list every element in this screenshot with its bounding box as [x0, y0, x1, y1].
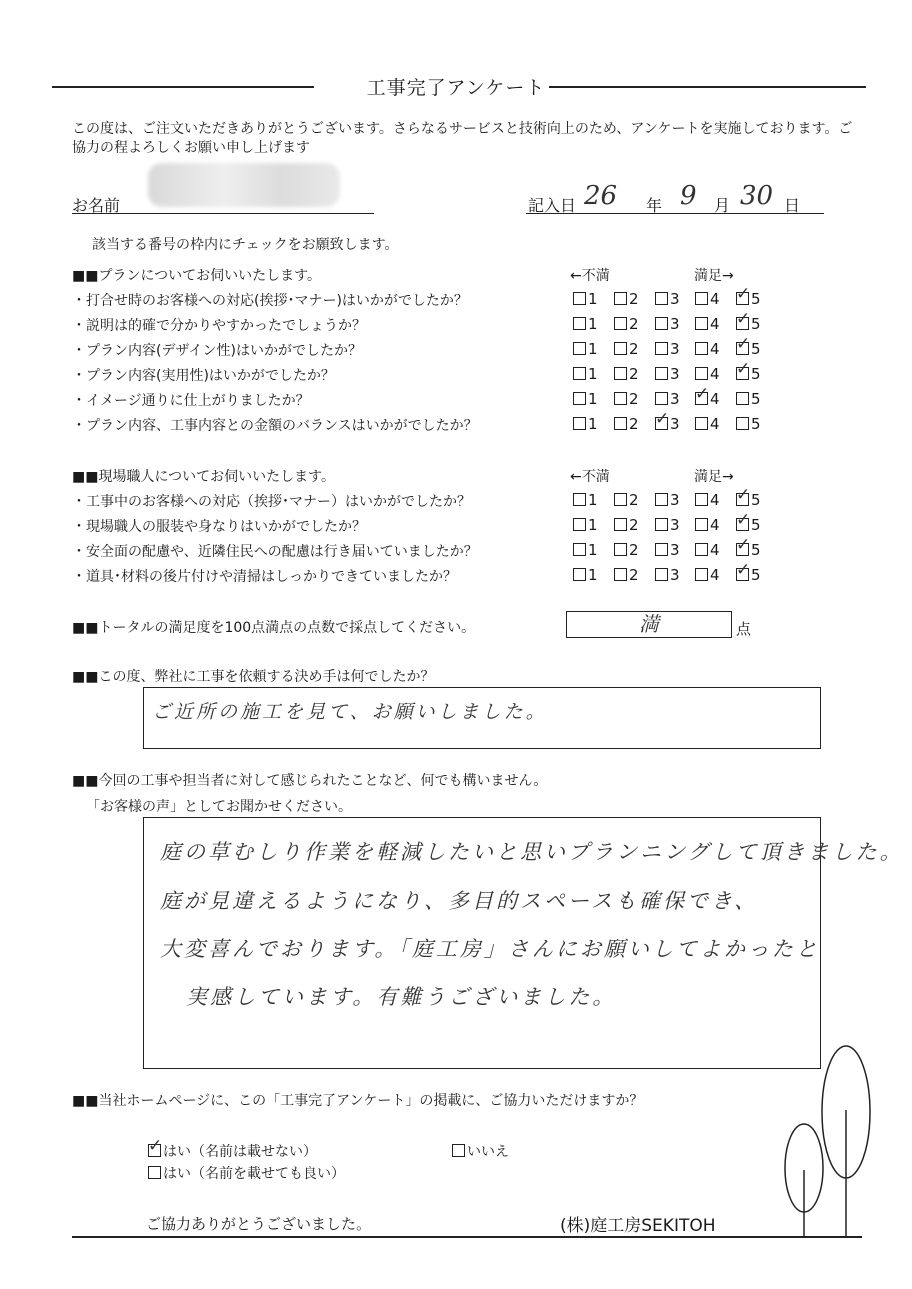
- rating-checkbox[interactable]: [655, 342, 668, 355]
- rating-checkbox[interactable]: [695, 417, 708, 430]
- section-plan-heading: ■■プランについてお伺いいたします。: [72, 268, 322, 284]
- rating-label: 2: [629, 415, 639, 433]
- checkmark-icon: ✓: [736, 510, 751, 530]
- checkmark-icon: ✓: [736, 560, 751, 580]
- rating-option-4[interactable]: [695, 384, 720, 408]
- rating-label: 2: [629, 566, 639, 584]
- rating-checkbox[interactable]: [614, 568, 627, 581]
- rating-option-4[interactable]: [695, 340, 720, 358]
- name-underline: [72, 213, 374, 214]
- rating-checkbox[interactable]: [573, 317, 586, 330]
- rating-checkbox[interactable]: [655, 367, 668, 380]
- rating-label: 4: [710, 491, 720, 509]
- publish-question: ■■当社ホームページに、この「工事完了アンケート」の掲載に、ご協力いただけますか？: [72, 1093, 644, 1109]
- rating-checkbox[interactable]: [736, 359, 751, 380]
- staff-question-text: ・安全面の配慮や、近隣住民への配慮は行き届いていましたか？: [72, 544, 478, 560]
- rating-label: 2: [629, 315, 639, 333]
- voice-line-4: 実感しています。有難うございました。: [186, 985, 617, 1009]
- staff-question-text: ・工事中のお客様への対応（挨拶･マナー）はいかがでしたか？: [72, 494, 471, 510]
- rating-label: 5: [751, 491, 761, 509]
- rating-option-1[interactable]: [573, 415, 598, 433]
- rating-checkbox[interactable]: [614, 518, 627, 531]
- rating-option-1[interactable]: [573, 315, 598, 333]
- date-month-unit: 月: [714, 196, 731, 215]
- publish-option-with-name-label: はい（名前を載せても良い）: [163, 1166, 345, 1182]
- rating-checkbox[interactable]: [655, 392, 668, 405]
- rating-option-1[interactable]: [573, 541, 598, 559]
- scale-low-label-2: ←不満: [570, 469, 610, 485]
- thanks-text: ご協力ありがとうございました。: [146, 1215, 372, 1233]
- rating-option-4[interactable]: [695, 415, 720, 433]
- rating-option-5[interactable]: [736, 284, 761, 308]
- publish-option-no-name-label: はい（名前は載せない）: [163, 1144, 317, 1160]
- rating-label: 5: [751, 566, 761, 584]
- publish-option-no[interactable]: [452, 1141, 509, 1161]
- rating-option-5[interactable]: [736, 334, 761, 358]
- rating-label: 2: [629, 516, 639, 534]
- rating-option-2[interactable]: [614, 566, 639, 584]
- rating-checkbox[interactable]: [695, 292, 708, 305]
- rating-checkbox[interactable]: [614, 417, 627, 430]
- rating-checkbox[interactable]: [573, 518, 586, 531]
- plan-question-row: [72, 284, 772, 312]
- rating-checkbox[interactable]: [573, 417, 586, 430]
- plan-question-row: [72, 409, 772, 437]
- publish-option-with-name[interactable]: [148, 1163, 345, 1183]
- rating-label: 3: [670, 365, 680, 383]
- rating-label: 3: [670, 390, 680, 408]
- rating-checkbox[interactable]: [736, 392, 749, 405]
- staff-question-row: [72, 560, 772, 588]
- rating-label: 3: [670, 516, 680, 534]
- rating-option-5[interactable]: [736, 560, 761, 584]
- total-score-unit: 点: [736, 620, 752, 638]
- rating-option-4[interactable]: [695, 365, 720, 383]
- total-score-question: ■■トータルの満足度を100点満点の点数で採点してください。: [72, 620, 476, 636]
- plan-question-text: ・打合せ時のお客様への対応(挨拶･マナー)はいかがでしたか？: [72, 293, 468, 309]
- rating-label: 1: [588, 365, 598, 383]
- rating-label: 1: [588, 390, 598, 408]
- checkmark-icon: ✓: [736, 485, 751, 505]
- intro-text: この度は、ご注文いただきありがとうございます。さらなるサービスと技術向上のため、アンケートを実施しております。ご協力の程よろしくお願い申し上げます: [72, 121, 853, 156]
- checkmark-icon: ✓: [655, 409, 670, 429]
- voice-question-line1: ■■今回の工事や担当者に対して感じられたことなど、何でも構いません。: [72, 773, 548, 789]
- rating-checkbox[interactable]: [736, 560, 751, 581]
- rating-label: 1: [588, 541, 598, 559]
- rating-checkbox[interactable]: [573, 367, 586, 380]
- rating-checkbox[interactable]: [573, 292, 586, 305]
- plan-question-row: [72, 309, 772, 337]
- rating-label: 4: [710, 516, 720, 534]
- checkmark-icon: ✓: [695, 384, 710, 404]
- survey-title: 工事完了アンケート: [0, 73, 912, 100]
- rating-checkbox[interactable]: [695, 543, 708, 556]
- rating-checkbox[interactable]: [695, 493, 708, 506]
- plan-question-text: ・プラン内容(実用性)はいかがでしたか？: [72, 368, 335, 384]
- publish-option-no-label: いいえ: [467, 1144, 509, 1160]
- rating-option-1[interactable]: [573, 491, 598, 509]
- plan-question-row: [72, 334, 772, 362]
- instruction-text: 該当する番号の枠内にチェックをお願致します。: [92, 237, 399, 253]
- rating-label: 2: [629, 390, 639, 408]
- rating-label: 1: [588, 566, 598, 584]
- rating-option-3[interactable]: [655, 516, 680, 534]
- rating-label: 4: [710, 566, 720, 584]
- scale-high-label-2: 満足→: [694, 469, 734, 485]
- scale-high-label: 満足→: [694, 268, 734, 284]
- rating-option-2[interactable]: [614, 340, 639, 358]
- rating-checkbox[interactable]: [695, 518, 708, 531]
- rating-checkbox[interactable]: [573, 392, 586, 405]
- rating-label: 3: [670, 415, 680, 433]
- rating-option-5[interactable]: [736, 359, 761, 383]
- rating-checkbox[interactable]: [736, 284, 751, 305]
- rating-option-3[interactable]: [655, 315, 680, 333]
- date-day-value: 30: [740, 181, 774, 211]
- rating-label: 2: [629, 290, 639, 308]
- rating-label: 2: [629, 340, 639, 358]
- rating-option-3[interactable]: [655, 290, 680, 308]
- rating-option-3[interactable]: [655, 409, 680, 433]
- rating-label: 4: [710, 541, 720, 559]
- rating-label: 2: [629, 541, 639, 559]
- date-underline: [526, 213, 824, 214]
- checkbox-publish-no-name[interactable]: [148, 1136, 163, 1157]
- rating-label: 4: [710, 315, 720, 333]
- rating-checkbox[interactable]: [736, 334, 751, 355]
- rating-label: 5: [751, 516, 761, 534]
- redacted-name: [148, 163, 340, 207]
- rating-option-2[interactable]: [614, 415, 639, 433]
- date-year-value: 26: [584, 181, 618, 211]
- checkmark-icon: ✓: [148, 1136, 163, 1156]
- rating-option-1[interactable]: [573, 516, 598, 534]
- rating-checkbox[interactable]: [655, 317, 668, 330]
- voice-line-1: 庭の草むしり作業を軽減したいと思いプランニングして頂きました。: [160, 840, 904, 864]
- rating-option-1[interactable]: [573, 290, 598, 308]
- rating-option-5[interactable]: [736, 510, 761, 534]
- rating-option-5[interactable]: [736, 309, 761, 333]
- rating-option-2[interactable]: [614, 390, 639, 408]
- rating-option-4[interactable]: [695, 566, 720, 584]
- rating-option-2[interactable]: [614, 516, 639, 534]
- name-label: お名前: [72, 196, 121, 215]
- plan-question-text: ・プラン内容(デザイン性)はいかがでしたか？: [72, 343, 362, 359]
- rating-option-3[interactable]: [655, 541, 680, 559]
- rating-checkbox[interactable]: [573, 342, 586, 355]
- rating-checkbox[interactable]: [695, 367, 708, 380]
- publish-option-no-name[interactable]: [148, 1136, 317, 1161]
- rating-checkbox[interactable]: [736, 485, 751, 506]
- rating-label: 4: [710, 290, 720, 308]
- rating-checkbox[interactable]: [655, 409, 670, 430]
- rating-option-4[interactable]: [695, 315, 720, 333]
- rating-label: 1: [588, 315, 598, 333]
- rating-option-1[interactable]: [573, 390, 598, 408]
- plan-question-row: [72, 359, 772, 387]
- date-day-unit: 日: [784, 196, 801, 215]
- rating-checkbox[interactable]: [614, 342, 627, 355]
- rating-option-4[interactable]: [695, 541, 720, 559]
- rating-checkbox[interactable]: [695, 568, 708, 581]
- rating-option-2[interactable]: [614, 491, 639, 509]
- rating-label: 5: [751, 365, 761, 383]
- rating-checkbox[interactable]: [695, 384, 710, 405]
- rating-option-5[interactable]: [736, 535, 761, 559]
- rating-option-2[interactable]: [614, 315, 639, 333]
- rating-label: 1: [588, 290, 598, 308]
- rating-label: 3: [670, 315, 680, 333]
- rating-checkbox[interactable]: [655, 543, 668, 556]
- rating-option-4[interactable]: [695, 290, 720, 308]
- rating-option-1[interactable]: [573, 365, 598, 383]
- plan-question-text: ・イメージ通りに仕上がりましたか？: [72, 393, 310, 409]
- rating-option-3[interactable]: [655, 566, 680, 584]
- rating-checkbox[interactable]: [614, 392, 627, 405]
- rating-checkbox[interactable]: [655, 493, 668, 506]
- rating-label: 1: [588, 415, 598, 433]
- rating-checkbox[interactable]: [614, 292, 627, 305]
- rating-option-4[interactable]: [695, 491, 720, 509]
- rating-option-5[interactable]: [736, 485, 761, 509]
- rating-label: 4: [710, 340, 720, 358]
- rating-label: 3: [670, 566, 680, 584]
- voice-question-line2: 「お客様の声」としてお聞かせください。: [86, 799, 352, 815]
- date-month-value: 9: [680, 181, 697, 211]
- staff-question-text: ・道具･材料の後片付けや清掃はしっかりできていましたか？: [72, 569, 457, 585]
- rating-option-4[interactable]: [695, 516, 720, 534]
- checkmark-icon: ✓: [736, 359, 751, 379]
- total-score-box[interactable]: [566, 611, 732, 638]
- rating-checkbox[interactable]: [573, 493, 586, 506]
- rating-label: 5: [751, 541, 761, 559]
- rating-option-3[interactable]: [655, 390, 680, 408]
- rating-label: 2: [629, 491, 639, 509]
- rating-label: 5: [751, 315, 761, 333]
- rating-label: 1: [588, 516, 598, 534]
- rating-label: 3: [670, 541, 680, 559]
- rating-label: 5: [751, 390, 761, 408]
- rating-checkbox[interactable]: [736, 417, 749, 430]
- rating-option-2[interactable]: [614, 365, 639, 383]
- staff-question-text: ・現場職人の服装や身なりはいかがでしたか？: [72, 519, 366, 535]
- plan-question-text: ・プラン内容、工事内容との金額のバランスはいかがでしたか？: [72, 418, 478, 434]
- rating-checkbox[interactable]: [614, 543, 627, 556]
- rating-option-3[interactable]: [655, 340, 680, 358]
- rating-checkbox[interactable]: [573, 543, 586, 556]
- rating-checkbox[interactable]: [573, 568, 586, 581]
- checkmark-icon: ✓: [736, 309, 751, 329]
- tree-logo-icon: [776, 1040, 872, 1240]
- rating-checkbox[interactable]: [614, 367, 627, 380]
- rating-option-1[interactable]: [573, 340, 598, 358]
- section-staff-heading: ■■現場職人についてお伺いいたします。: [72, 469, 336, 485]
- rating-option-3[interactable]: [655, 491, 680, 509]
- rating-label: 1: [588, 340, 598, 358]
- total-score-value: 満: [639, 612, 659, 636]
- staff-question-row: [72, 485, 772, 513]
- scale-low-label: ←不満: [570, 268, 610, 284]
- bottom-rule: [72, 1236, 862, 1238]
- staff-question-row: [72, 510, 772, 538]
- voice-line-3: 大変喜んでおります。「庭工房」さんにお願いしてよかったと: [160, 937, 820, 961]
- checkmark-icon: ✓: [736, 334, 751, 354]
- rating-checkbox[interactable]: [736, 309, 751, 330]
- rating-label: 2: [629, 365, 639, 383]
- checkbox-publish-no[interactable]: [452, 1144, 465, 1157]
- rating-checkbox[interactable]: [736, 535, 751, 556]
- reason-question: ■■この度、弊社に工事を依頼する決め手は何でしたか？: [72, 669, 435, 685]
- rating-label: 4: [710, 390, 720, 408]
- plan-question-text: ・説明は的確で分かりやすかったでしょうか？: [72, 318, 366, 334]
- checkmark-icon: ✓: [736, 284, 751, 304]
- rating-label: 5: [751, 340, 761, 358]
- rating-label: 4: [710, 365, 720, 383]
- rating-option-2[interactable]: [614, 290, 639, 308]
- rating-checkbox[interactable]: [695, 342, 708, 355]
- reason-answer-text: ご近所の施工を見て、お願いしました。: [152, 701, 548, 723]
- rating-checkbox[interactable]: [736, 510, 751, 531]
- staff-question-row: [72, 535, 772, 563]
- rating-option-5[interactable]: [736, 390, 761, 408]
- rating-option-1[interactable]: [573, 566, 598, 584]
- rating-checkbox[interactable]: [655, 292, 668, 305]
- voice-line-2: 庭が見違えるようになり、多目的スペースも確保でき、: [160, 889, 759, 913]
- rating-label: 1: [588, 491, 598, 509]
- rating-option-3[interactable]: [655, 365, 680, 383]
- rating-option-5[interactable]: [736, 415, 761, 433]
- rating-label: 5: [751, 290, 761, 308]
- rating-label: 5: [751, 415, 761, 433]
- rating-label: 3: [670, 340, 680, 358]
- rating-option-2[interactable]: [614, 541, 639, 559]
- rating-label: 3: [670, 491, 680, 509]
- rating-checkbox[interactable]: [614, 317, 627, 330]
- checkmark-icon: ✓: [736, 535, 751, 555]
- rating-checkbox[interactable]: [655, 568, 668, 581]
- rating-checkbox[interactable]: [655, 518, 668, 531]
- checkbox-publish-with-name[interactable]: [148, 1166, 161, 1179]
- rating-label: 3: [670, 290, 680, 308]
- company-name: (株)庭工房SEKITOH: [560, 1216, 716, 1236]
- date-label: 記入日: [528, 196, 577, 215]
- rating-checkbox[interactable]: [695, 317, 708, 330]
- rating-checkbox[interactable]: [614, 493, 627, 506]
- rating-label: 4: [710, 415, 720, 433]
- date-year-unit: 年: [646, 196, 663, 215]
